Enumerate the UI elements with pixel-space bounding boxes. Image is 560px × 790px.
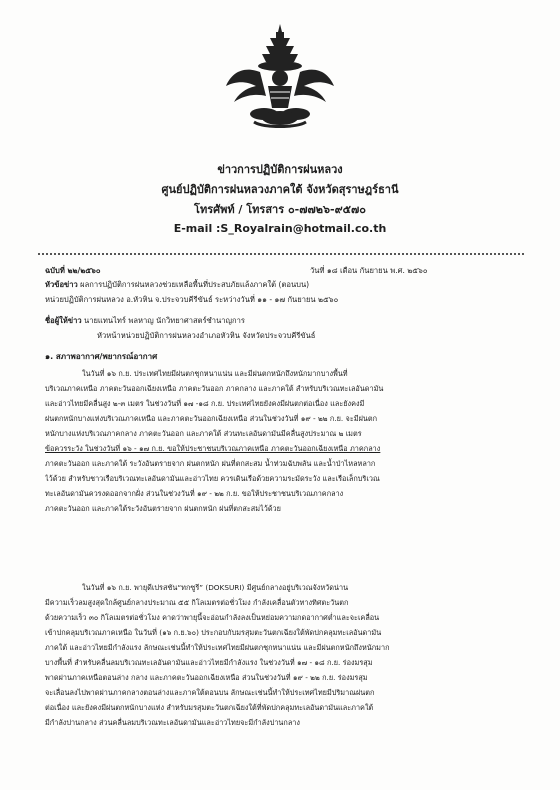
paragraph-line: และอ่าวไทยมีคลื่นสูง ๒-๓ เมตร ในช่วงวันที่ ๑๗ -๑๘ ก.ย. ประเทศไทยยังคงมีฝนตกต่อเนื่อง และยังคงมี <box>45 399 365 408</box>
reporter-role: หัวหน้าหน่วยปฏิบัติการฝนหลวงอำเภอหัวหิน จังหวัดประจวบคีรีขันธ์ <box>97 331 316 340</box>
paragraph-storm <box>45 580 524 730</box>
issue-date: วันที่ ๑๘ เดือน กันยายน พ.ศ. ๒๕๖๐ <box>310 266 428 275</box>
paragraph-line: ฝนตกหนักบางแห่งบริเวณภาคเหนือ และภาคตะวันออกเฉียงเหนือ ส่วนในช่วงวันที่ ๑๙ - ๒๒ ก.ย. จะมีฝนตก <box>45 414 377 423</box>
royal-rainmaking-emblem-icon <box>224 22 336 132</box>
unit-text: หน่วยปฏิบัติการฝนหลวง อ.หัวหิน จ.ประจวบคีรีขันธ์ ระหว่างวันที่ ๑๑ - ๑๗ กันยายน ๒๕๖๐ <box>45 295 339 304</box>
reporter-label: ชื่อผู้ให้ข่าว <box>45 316 82 325</box>
subject-text: ผลการปฏิบัติการฝนหลวงช่วยเหลือพื้นที่ประสบภัยแล้งภาคใต้ (ตอนบน) <box>80 280 310 289</box>
news-title: ข่าวการปฏิบัติการฝนหลวง <box>217 163 343 176</box>
paragraph-line: ด้วยความเร็ว ๓๐ กิโลเมตรต่อชั่วโมง คาดว่าพายุนี้จะอ่อนกำลังลงเป็นหย่อมความกดอากาศต่ำและจะเคลื่อน <box>45 613 380 622</box>
paragraph-line: บริเวณภาคเหนือ ภาคตะวันออกเฉียงเหนือ ภาคตะวันออก ภาคกลาง และภาคใต้ สำหรับบริเวณทะเลอันดามัน <box>45 384 384 393</box>
paragraph-line: ไว้ด้วย สำหรับชาวเรือบริเวณทะเลอันดามันและอ่าวไทย ควรเดินเรือด้วยความระมัดระวัง และเรือเล็กบริเวณ <box>45 474 380 483</box>
reporter-name: นายแทนไทร์ พลหาญ นักวิทยาศาสตร์ชำนาญการ <box>84 316 245 325</box>
paragraph-line: ในวันที่ ๑๖ ก.ย. ประเทศไทยมีฝนตกชุกหนาแน่น และมีฝนตกหนักถึงหนักมากบางพื้นที่ <box>82 369 348 378</box>
paragraph-line: ภาคใต้ และอ่าวไทยมีกำลังแรง ลักษณะเช่นนี้ทำให้ประเทศไทยมีฝนตกชุกหนาแน่น และมีฝนตกหนักถึงหนักมาก <box>45 643 390 652</box>
paragraph-line: ข้อควรระวัง ในช่วงวันที่ ๑๖ - ๑๗ ก.ย. ขอให้ประชาชนบริเวณภาคเหนือ ภาคตะวันออกเฉียงเหนือ ภาคกลาง <box>45 444 381 453</box>
section-title: ๑. สภาพอากาศ/พยากรณ์อากาศ <box>45 352 158 361</box>
paragraph-line: มีความเร็วลมสูงสุดใกล้ศูนย์กลางประมาณ ๕๕ กิโลเมตรต่อชั่วโมง กำลังเคลื่อนตัวทางทิศตะวันตก <box>45 598 349 607</box>
phone-fax: โทรศัพท์ / โทรสาร ๐-๗๗๒๖-๙๕๗๐ <box>194 203 366 216</box>
paragraph-line: จะเลื่อนลงไปพาดผ่านภาคกลางตอนล่างและภาคใต้ตอนบน ลักษณะเช่นนี้ทำให้ประเทศไทยมีปริมาณฝนตก <box>45 688 375 697</box>
paragraph-line: มีกำลังปานกลาง ส่วนคลื่นลมบริเวณทะเลอันดามันและอ่าวไทยจะมีกำลังปานกลาง <box>45 718 300 727</box>
email-address: E-mail :S_Royalrain@hotmail.co.th <box>173 222 387 235</box>
paragraph-line: ภาคตะวันออก และภาคใต้ระวังอันตรายจาก ฝนตกหนัก ฝนที่ตกสะสมไว้ด้วย <box>45 504 281 513</box>
paragraph-line: เข้าปกคลุมบริเวณภาคเหนือ ในวันที่ (๑๖ ก.ย.๖๐) ประกอบกับมรสุมตะวันตกเฉียงใต้พัดปกคลุมทะเลอันดามัน <box>45 628 382 637</box>
center-name: ศูนย์ปฏิบัติการฝนหลวงภาคใต้ จังหวัดสุราษฎร์ธานี <box>161 183 399 196</box>
issue-number: ฉบับที่ ๒๒/๒๕๖๐ <box>45 266 101 275</box>
paragraph-line: พาดผ่านภาคเหนือตอนล่าง กลาง และภาคตะวันออกเฉียงเหนือ ส่วนในช่วงวันที่ ๑๙ - ๒๒ ก.ย. ร่องมรสุม <box>45 673 368 682</box>
subject-label: หัวข้อข่าว <box>45 280 78 289</box>
subject-row <box>45 280 309 290</box>
reporter-row <box>45 316 245 326</box>
paragraph-line: ภาคตะวันออก และภาคใต้ ระวังอันตรายจาก ฝนตกหนัก ฝนที่ตกสะสม น้ำท่วมฉับพลัน และน้ำป่าไหลหลาก <box>45 459 376 468</box>
dotted-separator <box>38 253 524 255</box>
paragraph-line: ทะเลอันดามันควรงดออกจากฝั่ง ส่วนในช่วงวันที่ ๑๙ - ๒๒ ก.ย. ขอให้ประชาชนบริเวณภาคกลาง <box>45 489 344 498</box>
paragraph-line: ในวันที่ ๑๖ ก.ย. พายุดีเปรสชัน“ทกซูรี” (DOKSURI) มีศูนย์กลางอยู่บริเวณจังหวัดน่าน <box>82 583 349 592</box>
paragraph-line: หนักบางแห่งบริเวณภาคกลาง ภาคตะวันออก และภาคใต้ ส่วนทะเลอันดามันมีคลื่นสูงประมาณ ๒ เมตร <box>45 429 362 438</box>
paragraph-line: บางพื้นที่ สำหรับคลื่นลมบริเวณทะเลอันดามันและอ่าวไทยมีกำลังแรง ในช่วงวันที่ ๑๗ - ๑๘ ก.ย. ร่องมรสุม <box>45 658 373 667</box>
paragraph-weather <box>45 366 524 516</box>
paragraph-line: ต่อเนื่อง และยังคงมีฝนตกหนักบางแห่ง สำหรับมรสุมตะวันตกเฉียงใต้ที่พัดปกคลุมทะเลอันดามันและภาคใต้ <box>45 703 374 712</box>
